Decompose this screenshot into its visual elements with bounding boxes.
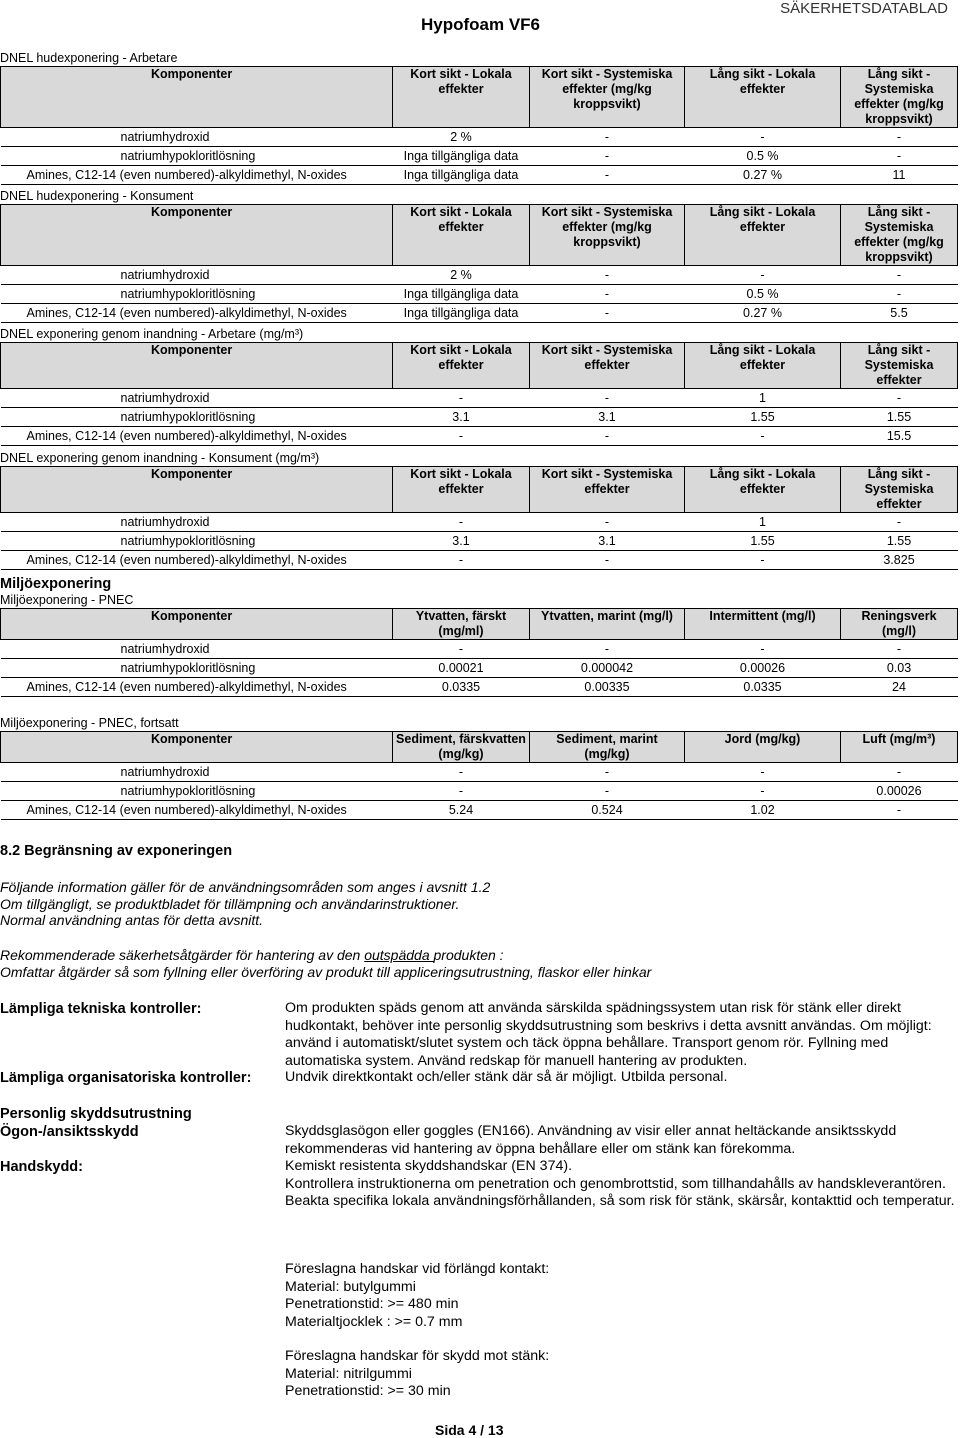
table-cell: Inga tillgängliga data	[393, 285, 530, 304]
exposure-table	[0, 204, 958, 323]
table-cell: 0.524	[530, 801, 685, 820]
component-name: natriumhydroxid	[1, 128, 393, 147]
table-cell: -	[530, 389, 685, 408]
table-cell: -	[841, 763, 958, 782]
table-cell: -	[530, 304, 685, 323]
column-header: Intermittent (mg/l)	[685, 609, 841, 640]
table-cell: Inga tillgängliga data	[393, 304, 530, 323]
table-cell: -	[841, 389, 958, 408]
table-cell: 0.27 %	[685, 304, 841, 323]
component-name: Amines, C12-14 (even numbered)-alkyldimethyl, N-oxides	[1, 427, 393, 446]
glove-long-line: Penetrationstid: >= 480 min	[285, 1296, 459, 1312]
table-cell: -	[393, 640, 530, 659]
recommendation-line-2: Omfattar åtgärder så som fyllning eller överföring av produkt till appliceringsutrustning, flaskor eller hinkar	[0, 963, 652, 980]
table-cell: 5.5	[841, 304, 958, 323]
column-header: Komponenter	[1, 67, 393, 128]
column-header: Kort sikt - Systemiska effekter	[530, 467, 685, 513]
table-cell: 0.5 %	[685, 147, 841, 166]
table-cell: 5.24	[393, 801, 530, 820]
column-header: Komponenter	[1, 467, 393, 513]
table-cell: 15.5	[841, 427, 958, 446]
table-row	[1, 551, 958, 570]
table-cell: Inga tillgängliga data	[393, 147, 530, 166]
column-header: Komponenter	[1, 205, 393, 266]
table-cell: 1.55	[685, 408, 841, 427]
column-header: Jord (mg/kg)	[685, 732, 841, 763]
recommendation-text	[0, 947, 651, 980]
table-row	[1, 304, 958, 323]
component-name: natriumhypokloritlösning	[1, 408, 393, 427]
column-header: Kort sikt - Systemiska effekter	[530, 343, 685, 389]
eye-protection-label: Ögon-/ansiktsskydd	[0, 1124, 139, 1140]
tech-controls-text: Om produkten späds genom att använda särskilda spädningssystem utan risk för stänk eller direkt hudkontakt, behöver inte personlig skyddsutrustning som beskrivs i detta avsnitt användas. Om möjligt: använd i automatiskt/slutet system och täck öppna behållare. Transport genom rör. Fyllning med automatiska system. Använd redskap för manuell hantering av produkten.	[285, 1000, 932, 1069]
table-cell: -	[393, 763, 530, 782]
component-name: natriumhypokloritlösning	[1, 532, 393, 551]
recommendation-line: Rekommenderade säkerhetsåtgärder för hantering av den outspädda produkten :	[0, 947, 504, 963]
column-header: Lång sikt - Systemiska effekter (mg/kg kroppsvikt)	[841, 205, 958, 266]
table-cell: -	[841, 128, 958, 147]
table-row	[1, 147, 958, 166]
column-header: Komponenter	[1, 343, 393, 389]
table-cell: -	[530, 763, 685, 782]
column-header: Kort sikt - Lokala effekter	[393, 205, 530, 266]
table-label: DNEL exponering genom inandning - Arbetare (mg/m³)	[0, 327, 304, 341]
table-row	[1, 532, 958, 551]
table-label: DNEL hudexponering - Arbetare	[0, 51, 178, 65]
table-cell: -	[530, 285, 685, 304]
table-row	[1, 408, 958, 427]
column-header: Lång sikt - Systemiska effekter	[841, 343, 958, 389]
table-cell: 0.00021	[393, 659, 530, 678]
table-cell: 24	[841, 678, 958, 697]
component-name: natriumhypokloritlösning	[1, 147, 393, 166]
table-cell: -	[685, 427, 841, 446]
miljo-heading: Miljöexponering	[0, 576, 112, 592]
table-cell: 0.00335	[530, 678, 685, 697]
section-8-2-heading: 8.2 Begränsning av exponeringen	[0, 843, 233, 859]
column-header: Ytvatten, färskt (mg/ml)	[393, 609, 530, 640]
exposure-table	[0, 731, 958, 820]
column-header: Komponenter	[1, 609, 393, 640]
table-cell: -	[841, 640, 958, 659]
table-cell: 0.0335	[685, 678, 841, 697]
column-header: Kort sikt - Lokala effekter	[393, 467, 530, 513]
table-label: DNEL exponering genom inandning - Konsument (mg/m³)	[0, 451, 320, 465]
component-name: Amines, C12-14 (even numbered)-alkyldimethyl, N-oxides	[1, 166, 393, 185]
table-cell: 3.1	[393, 408, 530, 427]
glove-long-line: Föreslagna handskar vid förlängd kontakt:	[285, 1261, 550, 1277]
table-cell: -	[530, 147, 685, 166]
column-header: Lång sikt - Lokala effekter	[685, 67, 841, 128]
column-header: Lång sikt - Lokala effekter	[685, 205, 841, 266]
table-cell: 0.5 %	[685, 285, 841, 304]
table-cell: -	[685, 763, 841, 782]
component-name: Amines, C12-14 (even numbered)-alkyldimethyl, N-oxides	[1, 678, 393, 697]
ppe-label: Personlig skyddsutrustning	[0, 1106, 192, 1122]
glove-long-line: Materialtjocklek : >= 0.7 mm	[285, 1313, 463, 1330]
table-cell: -	[530, 128, 685, 147]
table-cell: -	[393, 782, 530, 801]
table-label: DNEL hudexponering - Konsument	[0, 189, 194, 203]
column-header: Kort sikt - Lokala effekter	[393, 67, 530, 128]
table-cell: 2 %	[393, 266, 530, 285]
glove-long-contact	[285, 1261, 955, 1331]
intro-line: Följande information gäller för de användningsområden som anges i avsnitt 1.2	[0, 879, 491, 895]
intro-text	[0, 879, 490, 929]
component-name: Amines, C12-14 (even numbered)-alkyldimethyl, N-oxides	[1, 551, 393, 570]
table-cell: -	[530, 266, 685, 285]
column-header: Ytvatten, marint (mg/l)	[530, 609, 685, 640]
table-row	[1, 266, 958, 285]
column-header: Luft (mg/m³)	[841, 732, 958, 763]
hand-protection-line: Kemiskt resistenta skyddshandskar (EN 374).	[285, 1158, 573, 1174]
component-name: natriumhydroxid	[1, 513, 393, 532]
column-header: Sediment, marint (mg/kg)	[530, 732, 685, 763]
column-header: Kort sikt - Lokala effekter	[393, 343, 530, 389]
table-cell: -	[685, 266, 841, 285]
table-cell: -	[393, 513, 530, 532]
table-cell: 1.02	[685, 801, 841, 820]
component-name: natriumhypokloritlösning	[1, 659, 393, 678]
table-cell: 1.55	[685, 532, 841, 551]
column-header: Lång sikt - Lokala effekter	[685, 467, 841, 513]
table-cell: -	[685, 782, 841, 801]
glove-splash-line: Föreslagna handskar för skydd mot stänk:	[285, 1348, 550, 1364]
table-cell: -	[393, 427, 530, 446]
table-row	[1, 166, 958, 185]
component-name: natriumhydroxid	[1, 389, 393, 408]
table-row	[1, 678, 958, 697]
table-cell: 1.55	[841, 532, 958, 551]
table-cell: -	[530, 166, 685, 185]
component-name: natriumhypokloritlösning	[1, 782, 393, 801]
component-name: Amines, C12-14 (even numbered)-alkyldimethyl, N-oxides	[1, 304, 393, 323]
table-cell: -	[530, 513, 685, 532]
table-cell: 3.825	[841, 551, 958, 570]
table-cell: -	[841, 801, 958, 820]
glove-splash-line: Penetrationstid: >= 30 min	[285, 1383, 451, 1399]
glove-splash	[285, 1348, 955, 1401]
table-cell: -	[393, 551, 530, 570]
table-cell: 0.0335	[393, 678, 530, 697]
glove-long-line: Material: butylgummi	[285, 1278, 416, 1295]
component-name: natriumhydroxid	[1, 266, 393, 285]
document-type: SÄKERHETSDATABLAD	[780, 0, 948, 17]
table-cell: 0.27 %	[685, 166, 841, 185]
component-name: natriumhydroxid	[1, 763, 393, 782]
hand-protection-line: Kontrollera instruktionerna om penetration och genombrottstid, som tillhandahålls av handskleverantören.	[285, 1175, 946, 1192]
table-row	[1, 128, 958, 147]
table-cell: -	[841, 147, 958, 166]
intro-line: Om tillgängligt, se produktbladet för tillämpning och användarinstruktioner.	[0, 895, 460, 912]
column-header: Reningsverk (mg/l)	[841, 609, 958, 640]
table-row	[1, 801, 958, 820]
component-name: natriumhypokloritlösning	[1, 285, 393, 304]
tech-controls-label: Lämpliga tekniska kontroller:	[0, 1001, 202, 1017]
table-cell: -	[685, 128, 841, 147]
exposure-table	[0, 342, 958, 446]
table-row	[1, 763, 958, 782]
table-row	[1, 659, 958, 678]
table-row	[1, 285, 958, 304]
table-cell: -	[841, 285, 958, 304]
hand-protection-label: Handskydd:	[0, 1159, 83, 1175]
table-cell: -	[685, 551, 841, 570]
hand-protection-line: Beakta specifika lokala användningsförhållanden, så som risk för stänk, skärsår, kontakttid och temperatur.	[285, 1193, 955, 1209]
table-cell: 1	[685, 513, 841, 532]
table-cell: -	[841, 266, 958, 285]
table-cell: 1.55	[841, 408, 958, 427]
table-cell: 0.00026	[685, 659, 841, 678]
table-cell: 3.1	[530, 408, 685, 427]
table-cell: -	[530, 427, 685, 446]
component-name: natriumhydroxid	[1, 640, 393, 659]
table-cell: 3.1	[530, 532, 685, 551]
column-header: Sediment, färskvatten (mg/kg)	[393, 732, 530, 763]
component-name: Amines, C12-14 (even numbered)-alkyldimethyl, N-oxides	[1, 801, 393, 820]
table-label: Miljöexponering - PNEC	[0, 593, 134, 607]
table-cell: Inga tillgängliga data	[393, 166, 530, 185]
exposure-table	[0, 466, 958, 570]
exposure-table	[0, 66, 958, 185]
table-cell: 0.00026	[841, 782, 958, 801]
hand-protection-text	[285, 1158, 955, 1211]
table-cell: 0.000042	[530, 659, 685, 678]
glove-splash-line: Material: nitrilgummi	[285, 1365, 412, 1382]
table-row	[1, 782, 958, 801]
table-cell: -	[530, 551, 685, 570]
table-row	[1, 513, 958, 532]
eye-protection-text: Skyddsglasögon eller goggles (EN166). Användning av visir eller annat heltäckande ansiktsskydd rekommenderas vid hantering av öppna behållare eller om stänk kan förekomma.	[285, 1123, 897, 1157]
exposure-table	[0, 608, 958, 697]
table-row	[1, 389, 958, 408]
table-label: Miljöexponering - PNEC, fortsatt	[0, 716, 179, 730]
intro-line: Normal användning antas för detta avsnitt.	[0, 912, 264, 928]
table-row	[1, 640, 958, 659]
column-header: Lång sikt - Lokala effekter	[685, 343, 841, 389]
table-row	[1, 427, 958, 446]
column-header: Lång sikt - Systemiska effekter (mg/kg kroppsvikt)	[841, 67, 958, 128]
table-cell: 0.03	[841, 659, 958, 678]
table-cell: -	[530, 640, 685, 659]
org-controls-label: Lämpliga organisatoriska kontroller:	[0, 1070, 252, 1086]
column-header: Kort sikt - Systemiska effekter (mg/kg kroppsvikt)	[530, 205, 685, 266]
column-header: Kort sikt - Systemiska effekter (mg/kg kroppsvikt)	[530, 67, 685, 128]
table-cell: -	[393, 389, 530, 408]
table-cell: -	[685, 640, 841, 659]
table-cell: 2 %	[393, 128, 530, 147]
page-number: Sida 4 / 13	[435, 1422, 504, 1438]
column-header: Lång sikt - Systemiska effekter	[841, 467, 958, 513]
org-controls-text: Undvik direktkontakt och/eller stänk där så är möjligt. Utbilda personal.	[285, 1069, 728, 1085]
column-header: Komponenter	[1, 732, 393, 763]
table-cell: -	[530, 782, 685, 801]
table-cell: -	[841, 513, 958, 532]
document-title: Hypofoam VF6	[421, 15, 541, 34]
table-cell: 3.1	[393, 532, 530, 551]
table-cell: 1	[685, 389, 841, 408]
table-cell: 11	[841, 166, 958, 185]
